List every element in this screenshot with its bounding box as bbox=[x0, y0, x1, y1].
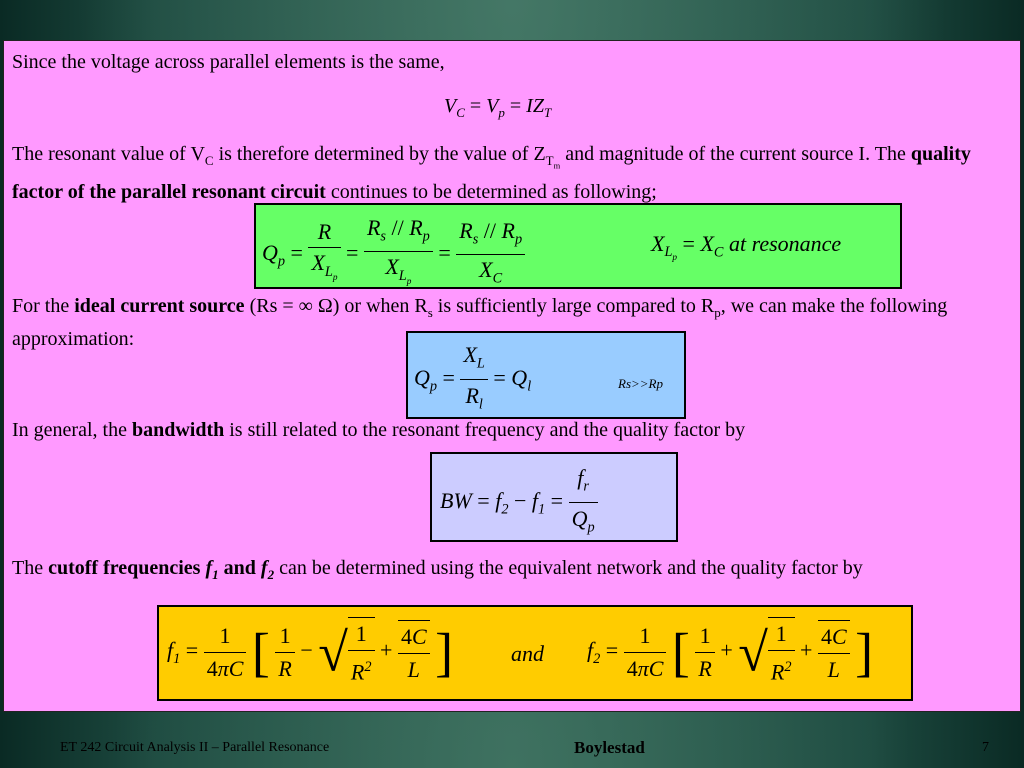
approximation-equation: $Q_p$ = $\frac{X_L}{R_l}$ = $Q_l$ bbox=[414, 339, 531, 421]
text-resonant-value: The resonant value of $V_C$ is therefore determined by the value of $Z_{T_m}$ and magnitude of the current source I. The quality factor of the parallel resonant circuit continues to be determined as following; bbox=[12, 143, 971, 203]
text-cutoff-frequencies: The cutoff frequencies $f_1$ and $f_2$ can be determined using the equivalent network and the quality factor by bbox=[12, 557, 863, 582]
resonance-condition: $X_{L_p} = X_C$ at resonance bbox=[651, 231, 842, 264]
bandwidth-box bbox=[430, 452, 678, 542]
footer-author: Boylestad bbox=[574, 738, 645, 757]
bandwidth-equation: BW = $f_2 - f_1$ = $\frac{f_r}{Q_p}$ bbox=[440, 462, 598, 544]
slide-content-panel bbox=[3, 40, 1021, 712]
vc-equation: $V_C = V_p = IZ_T$ bbox=[444, 95, 552, 120]
cutoff-f1-equation: $f_1$ = $\frac{1}{4\pi C}$ [ $\frac{1}{R}$ − √ $\frac{1}{R^2}$ + $\frac{4C}{L}$ ] bbox=[167, 617, 453, 688]
text-voltage-intro: Since the voltage across parallel elements is the same, bbox=[12, 51, 445, 73]
approximation-condition: Rs>>Rp bbox=[618, 376, 663, 391]
quality-factor-box bbox=[254, 203, 902, 289]
text-ideal-source: For the ideal current source (Rs = ∞ Ω) or when $R_s$ is sufficiently large compared to $R_p$, we can make the following approximation: bbox=[12, 295, 948, 350]
text-bandwidth: In general, the bandwidth is still related to the resonant frequency and the quality factor by bbox=[12, 419, 746, 441]
footer-course-title: ET 242 Circuit Analysis II – Parallel Resonance bbox=[60, 740, 330, 755]
cutoff-and-label: and bbox=[511, 641, 544, 666]
cutoff-f2-equation: $f_2$ = $\frac{1}{4\pi C}$ [ $\frac{1}{R}$ + √ $\frac{1}{R^2}$ + $\frac{4C}{L}$ ] bbox=[587, 617, 873, 688]
approximation-box bbox=[406, 331, 686, 419]
footer-page-number: 7 bbox=[982, 740, 989, 755]
cutoff-frequency-box bbox=[157, 605, 913, 701]
quality-factor-equation: $Q_p$ = $\frac{R}{X_{L_p}}$ = $\frac{R_s // R_p}{X_{L_p}}$ = $\frac{R_s // R_p}{X_C}$ bbox=[262, 213, 525, 297]
